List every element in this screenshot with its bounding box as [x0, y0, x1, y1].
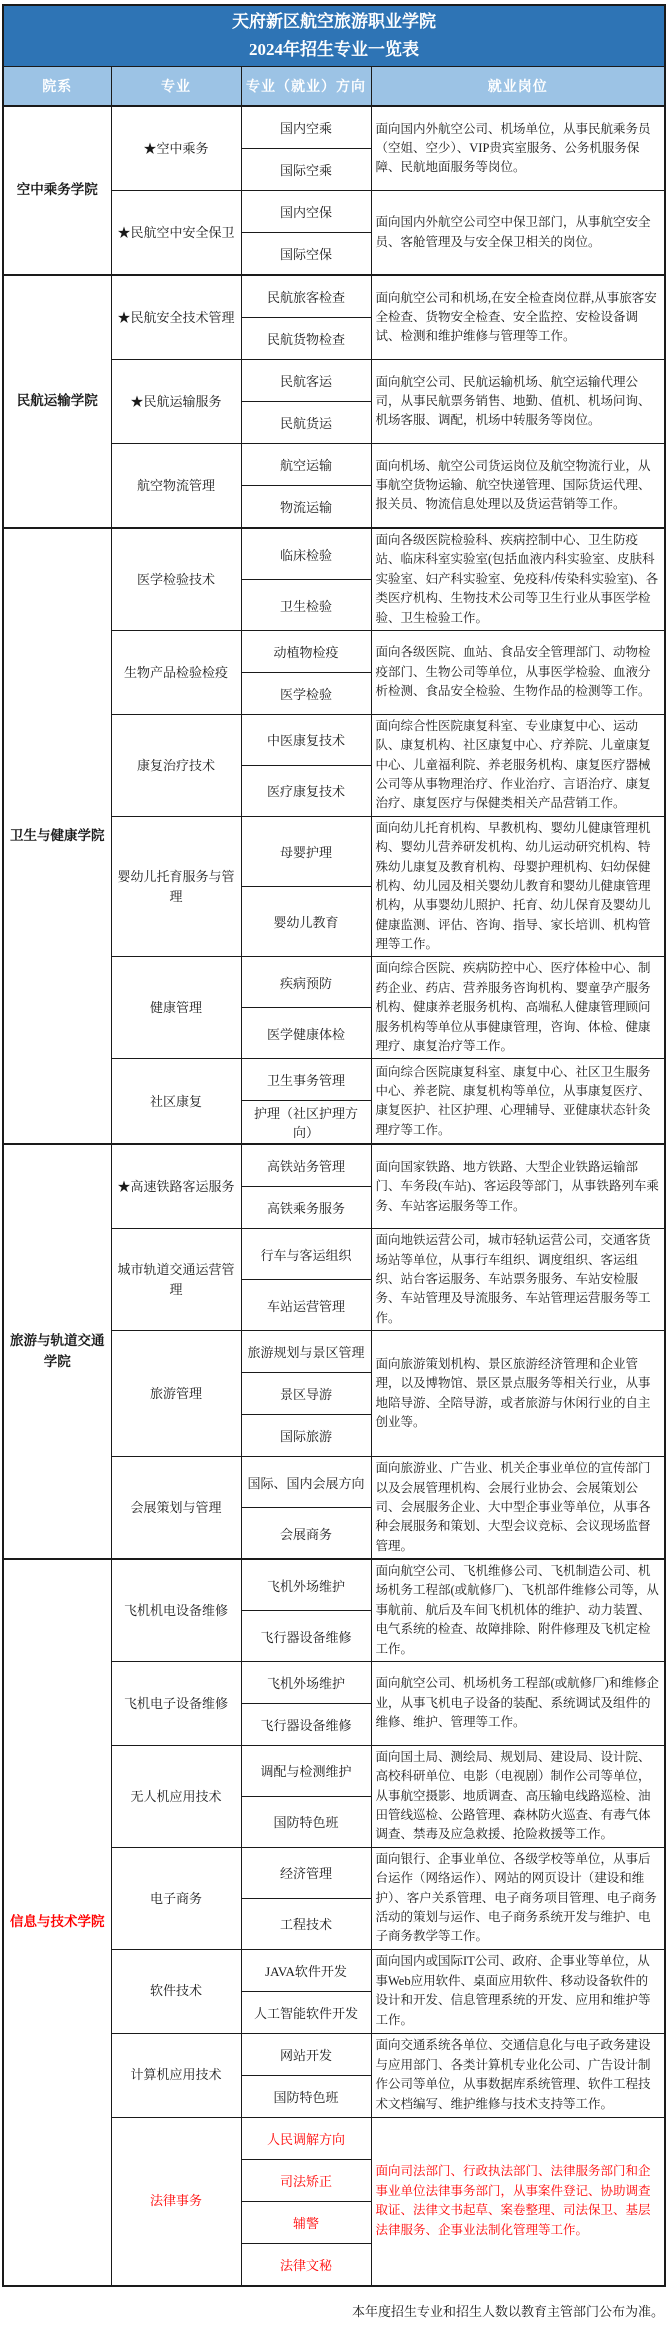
admissions-table: [2, 4, 666, 2287]
jobs-cell: 面向旅游业、广告业、机关企事业单位的宣传部门以及会展管理机构、会展行业协会、会展策划公司、会展服务企业、大中型企事业等单位，从事各种会展服务和策划、大型会议竞标、会议现场监督管理。: [371, 1457, 665, 1559]
major-cell: ★高速铁路客运服务: [111, 1144, 241, 1229]
jobs-cell: 面向国内外航空公司、机场单位，从事民航乘务员（空姐、空少）、VIP贵宾室服务、公务机服务保障、民航地面服务等岗位。: [371, 106, 665, 191]
direction-cell: 国际空乘: [241, 149, 371, 191]
direction-cell: 会展商务: [241, 1508, 371, 1560]
major-cell: 软件技术: [111, 1949, 241, 2033]
major-cell: 无人机应用技术: [111, 1745, 241, 1847]
jobs-cell: 面向航空公司、民航运输机场、航空运输代理公司，从事民航票务销售、地勤、值机、机场问询、机场客服、调配，机场中转服务等岗位。: [371, 360, 665, 444]
direction-cell: 人民调解方向: [241, 2117, 371, 2159]
major-cell: 婴幼儿托育服务与管理: [111, 816, 241, 957]
department-cell: 旅游与轨道交通学院: [3, 1144, 111, 1559]
major-cell: 康复治疗技术: [111, 714, 241, 816]
jobs-cell: 面向各级医院检验科、疾病控制中心、卫生防疫站、临床科室实验室(包括血液内科实验室、皮肤科实验室、妇产科实验室、免疫科/传染科实验室)、各类医疗机构、生物技术公司等卫生行业从事医学检验、卫生检验工作。: [371, 528, 665, 630]
major-cell: ★民航运输服务: [111, 360, 241, 444]
jobs-cell: 面向国内外航空公司空中保卫部门，从事航空安全员、客舱管理及与安全保卫相关的岗位。: [371, 191, 665, 276]
jobs-cell: 面向航空公司、机场机务工程部(或航修厂)和维修企业，从事飞机电子设备的装配、系统调试及组件的维修、维护、管理等工作。: [371, 1661, 665, 1745]
major-cell: 医学检验技术: [111, 528, 241, 630]
major-cell: 法律事务: [111, 2117, 241, 2286]
direction-cell: 卫生事务管理: [241, 1059, 371, 1101]
major-cell: ★空中乘务: [111, 106, 241, 191]
direction-cell: 医学检验: [241, 672, 371, 714]
direction-cell: 卫生检验: [241, 580, 371, 631]
table-title: [3, 5, 665, 67]
major-cell: 飞机电子设备维修: [111, 1661, 241, 1745]
direction-cell: 调配与检测维护: [241, 1745, 371, 1796]
department-cell: 卫生与健康学院: [3, 528, 111, 1144]
major-cell: ★民航空中安全保卫: [111, 191, 241, 276]
direction-cell: 司法矫正: [241, 2159, 371, 2201]
direction-cell: 经济管理: [241, 1847, 371, 1898]
direction-cell: 人工智能软件开发: [241, 1991, 371, 2033]
direction-cell: 护理（社区护理方向）: [241, 1101, 371, 1145]
direction-cell: 中医康复技术: [241, 714, 371, 765]
jobs-cell: 面向国内或国际IT公司、政府、企事业等单位，从事Web应用软件、桌面应用软件、移动设备软件的设计和开发、信息管理系统的开发、应用和维护等工作。: [371, 1949, 665, 2033]
jobs-cell: 面向综合医院康复科室、康复中心、社区卫生服务中心、养老院、康复机构等单位，从事康复医疗、康复医护、社区护理、心理辅导、亚健康状态针灸理疗等工作。: [371, 1059, 665, 1145]
direction-cell: 民航客运: [241, 360, 371, 402]
jobs-cell: 面向航空公司和机场,在安全检查岗位群,从事旅客安全检查、货物安全检查、安全监控、安检设备调试、检测和维护维修与管理等工作。: [371, 275, 665, 360]
major-cell: 会展策划与管理: [111, 1457, 241, 1559]
direction-cell: 高铁站务管理: [241, 1144, 371, 1187]
jobs-cell: 面向交通系统各单位、交通信息化与电子政务建设与应用部门、各类计算机专业化公司、广告设计制作公司等单位，从事数据库系统管理、软件工程技术文档编写、维护维修与技术支持等工作。: [371, 2033, 665, 2117]
column-header-2: 专业（就业）方向: [241, 67, 371, 107]
jobs-cell: 面向银行、企事业单位、各级学校等单位，从事后台运作（网络运作）、网站的网页设计（建设和维护）、客户关系管理、电子商务项目管理、电子商务活动的策划与运作、电子商务系统开发与维护、电子商务教学等工作。: [371, 1847, 665, 1949]
direction-cell: 景区导游: [241, 1373, 371, 1415]
direction-cell: 国防特色班: [241, 2075, 371, 2117]
major-cell: 计算机应用技术: [111, 2033, 241, 2117]
direction-cell: 医疗康复技术: [241, 765, 371, 816]
direction-cell: 高铁乘务服务: [241, 1187, 371, 1229]
department-cell: 信息与技术学院: [3, 1559, 111, 2286]
direction-cell: 母婴护理: [241, 816, 371, 886]
direction-cell: 医学健康体检: [241, 1008, 371, 1059]
jobs-cell: 面向各级医院、血站、食品安全管理部门、动物检疫部门、生物公司等单位，从事医学检验、血液分析检测、食品安全检验、生物作品的检测等工作。: [371, 630, 665, 714]
department-cell: 民航运输学院: [3, 275, 111, 528]
major-cell: 生物产品检验检疫: [111, 630, 241, 714]
direction-cell: 国际旅游: [241, 1415, 371, 1457]
major-cell: 飞机机电设备维修: [111, 1559, 241, 1661]
direction-cell: 国际、国内会展方向: [241, 1457, 371, 1508]
jobs-cell: 面向司法部门、行政执法部门、法律服务部门和企事业单位法律事务部门，从事案件登记、协助调查取证、法律文书起草、案卷整理、司法保卫、基层法律服务、企事业法制化管理等工作。: [371, 2117, 665, 2286]
direction-cell: 飞机外场维护: [241, 1559, 371, 1610]
direction-cell: 航空运输: [241, 444, 371, 486]
jobs-cell: 面向综合医院、疾病防控中心、医疗体检中心、制药企业、药店、营养服务咨询机构、婴童孕产服务机构、健康养老服务机构、高端私人健康管理顾问服务机构等单位从事健康管理，咨询、体检、健康理疗、康复治疗等工作。: [371, 957, 665, 1059]
major-cell: 健康管理: [111, 957, 241, 1059]
direction-cell: 旅游规划与景区管理: [241, 1331, 371, 1373]
major-cell: 电子商务: [111, 1847, 241, 1949]
direction-cell: 行车与客运组织: [241, 1229, 371, 1280]
direction-cell: 飞机外场维护: [241, 1661, 371, 1703]
jobs-cell: 面向旅游策划机构、景区旅游经济管理和企业管理，以及博物馆、景区景点服务等相关行业，从事地陪导游、全陪导游，或者旅游与休闲行业的自主创业等。: [371, 1331, 665, 1457]
footer-note: 本年度招生专业和招生人数以教育主管部门公布为准。: [351, 2303, 664, 2319]
direction-cell: 飞行器设备维修: [241, 1611, 371, 1662]
column-header-0: 院系: [3, 67, 111, 107]
major-cell: ★民航安全技术管理: [111, 275, 241, 360]
major-cell: 社区康复: [111, 1059, 241, 1145]
direction-cell: 民航旅客检查: [241, 275, 371, 318]
jobs-cell: 面向国家铁路、地方铁路、大型企业铁路运输部门、车务段(车站)、客运段等部门，从事铁路列车乘务、车站客运服务等工作。: [371, 1144, 665, 1229]
direction-cell: 网站开发: [241, 2033, 371, 2075]
direction-cell: 国际空保: [241, 233, 371, 276]
major-cell: 航空物流管理: [111, 444, 241, 529]
direction-cell: 车站运营管理: [241, 1280, 371, 1331]
direction-cell: 民航货运: [241, 402, 371, 444]
direction-cell: JAVA软件开发: [241, 1949, 371, 1991]
direction-cell: 法律文秘: [241, 2243, 371, 2286]
admissions-table-body: [3, 5, 665, 2286]
direction-cell: 物流运输: [241, 486, 371, 529]
jobs-cell: 面向机场、航空公司货运岗位及航空物流行业，从事航空货物运输、航空快递管理、国际货运代理、报关员、物流信息处理以及货运营销等工作。: [371, 444, 665, 529]
department-cell: 空中乘务学院: [3, 106, 111, 275]
direction-cell: 民航货物检查: [241, 318, 371, 360]
title-line-1: 天府新区航空旅游职业学院: [232, 12, 436, 31]
title-line-2: 2024年招生专业一览表: [249, 40, 419, 60]
jobs-cell: 面向航空公司、飞机维修公司、飞机制造公司、机场机务工程部(或航修厂)、飞机部件维修公司等，从事航前、航后及车间飞机机体的维护、动力装置、电气系统的检查、故障排除、附件修理及飞机定检工作。: [371, 1559, 665, 1661]
direction-cell: 婴幼儿教育: [241, 887, 371, 957]
direction-cell: 国内空保: [241, 191, 371, 233]
column-header-3: 就业岗位: [371, 67, 665, 107]
jobs-cell: 面向地铁运营公司，城市轻轨运营公司，交通客货场站等单位，从事行车组织、调度组织、客运组织、站台客运服务、车站票务服务、车站安检服务、车站管理及导流服务、车站管理运营服务等工作。: [371, 1229, 665, 1331]
direction-cell: 国内空乘: [241, 106, 371, 149]
direction-cell: 飞行器设备维修: [241, 1703, 371, 1745]
direction-cell: 工程技术: [241, 1898, 371, 1949]
major-cell: 旅游管理: [111, 1331, 241, 1457]
direction-cell: 国防特色班: [241, 1796, 371, 1847]
jobs-cell: 面向幼儿托育机构、早教机构、婴幼儿健康管理机构、婴幼儿营养研发机构、幼儿运动研究机构、特殊幼儿康复及教育机构、母婴护理机构、妇幼保健机构、幼儿园及相关婴幼儿教育和婴幼儿健康管理机构，从事婴幼儿照护、托育、幼儿保育及婴幼儿健康监测、评估、咨询、指导、家长培训、机构管理等工作。: [371, 816, 665, 957]
direction-cell: 临床检验: [241, 528, 371, 579]
direction-cell: 动植物检疫: [241, 630, 371, 672]
direction-cell: 疾病预防: [241, 957, 371, 1008]
column-header-1: 专业: [111, 67, 241, 107]
jobs-cell: 面向综合性医院康复科室、专业康复中心、运动队、康复机构、社区康复中心、疗养院、儿童康复中心、儿童福利院、养老服务机构、康复医疗器械公司等从事物理治疗、作业治疗、言语治疗、康复治疗、康复医疗与保健类相关产品营销工作。: [371, 714, 665, 816]
jobs-cell: 面向国土局、测绘局、规划局、建设局、设计院、高校科研单位、电影（电视剧）制作公司等单位，从事航空摄影、地质调查、高压输电线路巡检、油田管线巡检、公路管理、森林防火巡查、有毒气体调查、禁毒及应急救援、抢险救援等工作。: [371, 1745, 665, 1847]
major-cell: 城市轨道交通运营管理: [111, 1229, 241, 1331]
direction-cell: 辅警: [241, 2201, 371, 2243]
